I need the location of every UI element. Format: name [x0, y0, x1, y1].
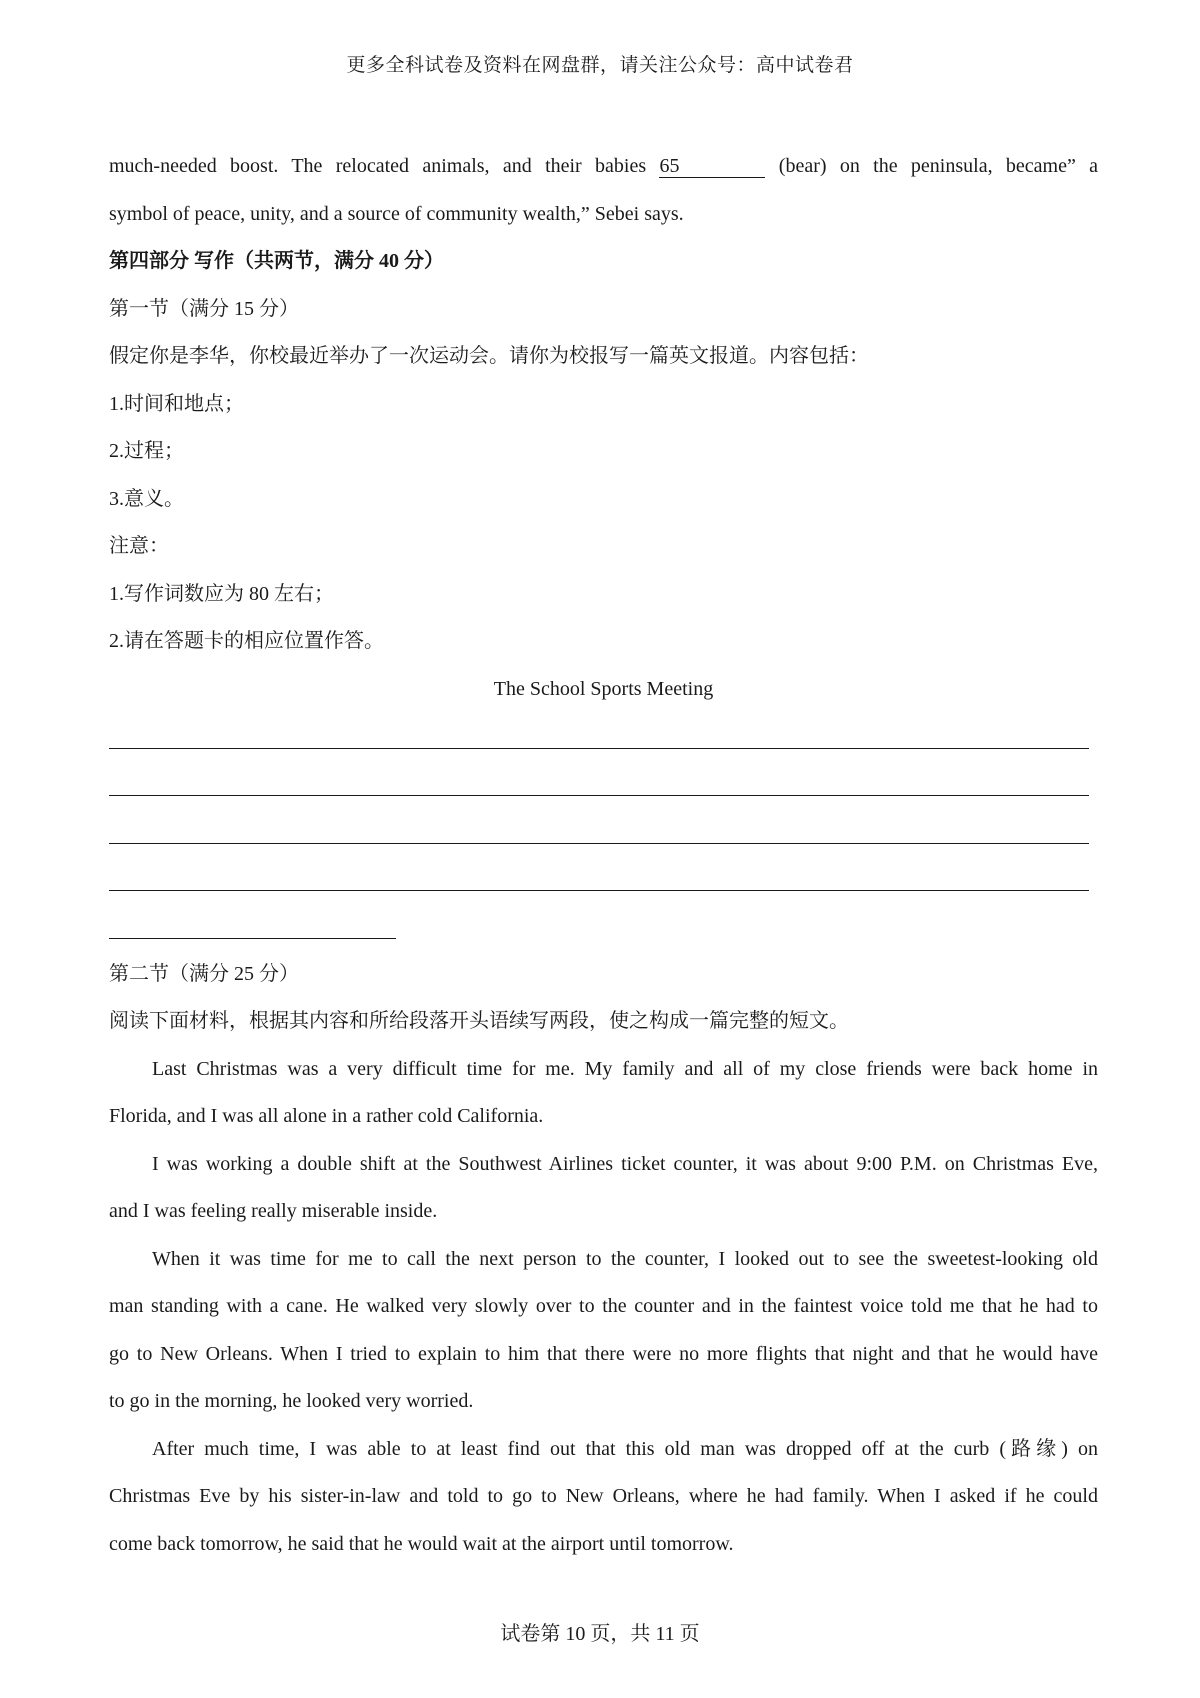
story-line-2: Florida, and I was all alone in a rather cold California.: [109, 1105, 544, 1127]
part4-heading: 第四部分 写作（共两节，满分 40 分）: [109, 250, 444, 272]
content-point-1: 1.时间和地点；: [109, 392, 244, 415]
story-line-11: come back tomorrow, he said that he would wait at the airport until tomorrow.: [109, 1532, 734, 1555]
continued-line-2: symbol of peace, unity, and a source of community wealth,” Sebei says.: [109, 202, 684, 225]
answer-line-2[interactable]: [109, 761, 1098, 809]
story-line-3: I was working a double shift at the Southwest Airlines ticket counter, it was about 9:00 P.M. on Christmas Eve,: [152, 1152, 1098, 1175]
note-2: 2.请在答题卡的相应位置作答。: [109, 630, 384, 652]
header-notice: 更多全科试卷及资料在网盘群，请关注公众号：高中试卷君: [346, 55, 854, 76]
answer-blank-65: 65: [659, 155, 765, 178]
story-line-5: When it was time for me to call the next person to the counter, I looked out to see the sweetest-looking old: [152, 1247, 1098, 1270]
story-line-9: After much time, I was able to at least find out that this old man was dropped off at the curb (路缘) on: [152, 1437, 1098, 1460]
story-line-1: Last Christmas was a very difficult time for me. My family and all of my close friends were back home in: [152, 1057, 1098, 1080]
answer-line-1[interactable]: [109, 713, 1098, 761]
section2-prompt: 阅读下面材料，根据其内容和所给段落开头语续写两段，使之构成一篇完整的短文。: [109, 1010, 849, 1032]
text-before-blank: much-needed boost. The relocated animals, and their babies: [109, 155, 647, 177]
answer-line-5[interactable]: [109, 903, 1098, 951]
answer-line-4[interactable]: [109, 856, 1098, 904]
continued-line-1: [109, 143, 1098, 191]
section1-prompt: 假定你是李华，你校最近举办了一次运动会。请你为校报写一篇英文报道。内容包括：: [109, 345, 869, 367]
answer-line-3[interactable]: [109, 808, 1098, 856]
story-line-4: and I was feeling really miserable inside.: [109, 1200, 438, 1222]
text-after-blank: (bear) on the peninsula, became” a: [778, 155, 1099, 177]
story-line-7: go to New Orleans. When I tried to explain to him that there were no more flights that night and that he would have: [109, 1342, 1098, 1365]
story-line-6: man standing with a cane. He walked very slowly over to the counter and in the faintest voice told me that he had to: [109, 1295, 1098, 1317]
page-content: [109, 143, 1098, 1568]
note-1: 1.写作词数应为 80 左右；: [109, 582, 334, 605]
section1-heading: 第一节（满分 15 分）: [109, 297, 299, 320]
content-point-3: 3.意义。: [109, 487, 184, 510]
content-point-2: 2.过程；: [109, 440, 184, 462]
essay-title: The School Sports Meeting: [493, 677, 714, 700]
section2-heading: 第二节（满分 25 分）: [109, 962, 299, 985]
story-line-10: Christmas Eve by his sister-in-law and told to go to New Orleans, where he had family. When I asked if he could: [109, 1485, 1098, 1507]
page-footer: 试卷第 10 页，共 11 页: [500, 1623, 700, 1645]
note-label: 注意：: [109, 535, 169, 557]
story-line-8: to go in the morning, he looked very worried.: [109, 1390, 474, 1412]
